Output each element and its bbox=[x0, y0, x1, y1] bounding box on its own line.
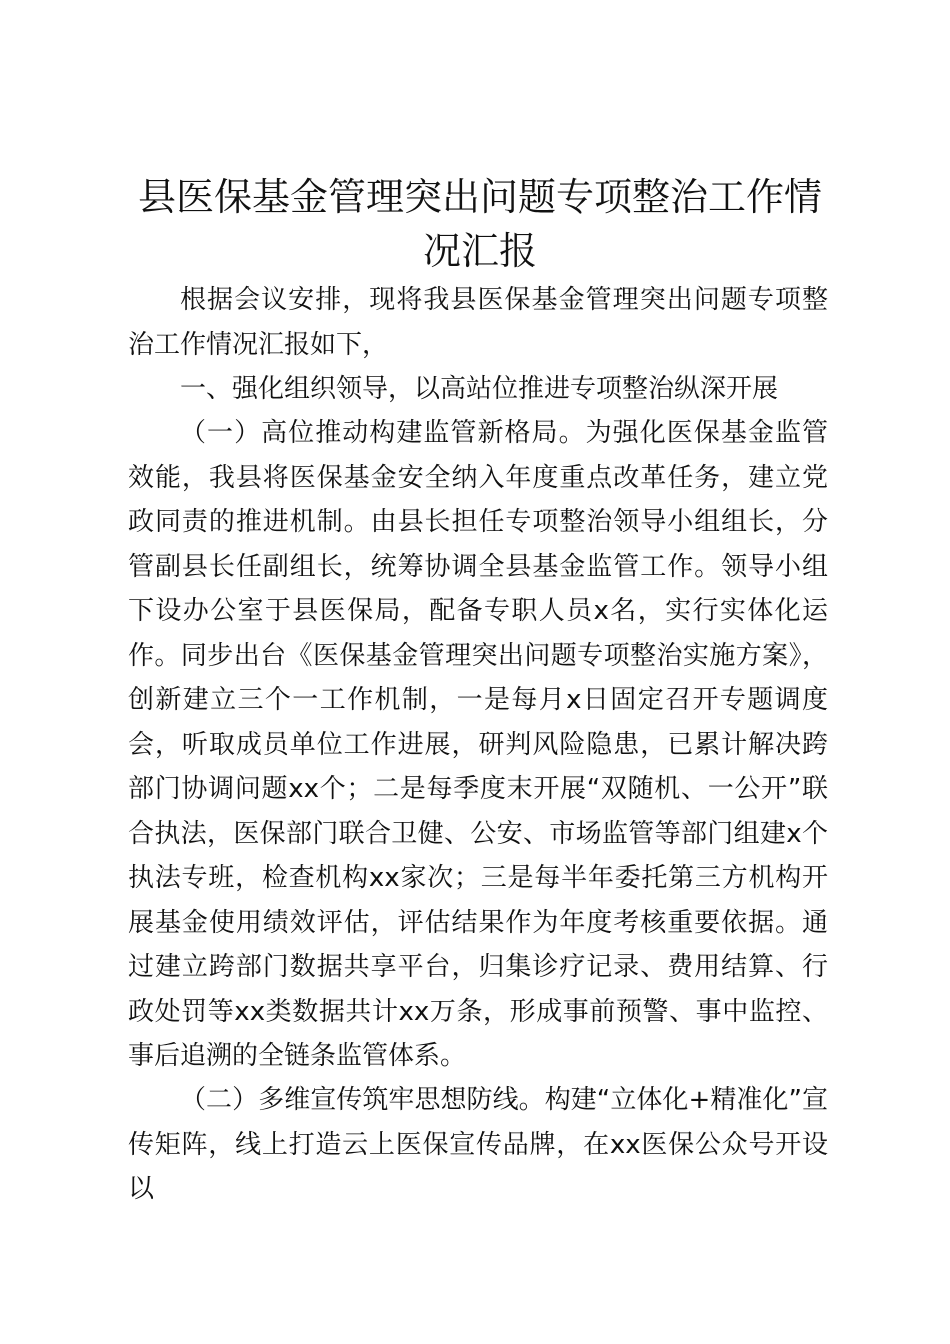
document-title: 县医保基金管理突出问题专项整治工作情况汇报 bbox=[137, 175, 822, 273]
section-2-paragraph: （二）多维宣传筑牢思想防线。构建“立体化+精准化”宣传矩阵，线上打造云上医保宣传品牌，在xx医保公众号开设以 bbox=[128, 1085, 828, 1204]
section-heading-1: 一、强化组织领导，以高站位推进专项整治纵深开展 bbox=[180, 374, 779, 404]
section-1-paragraph: （一）高位推动构建监管新格局。为强化医保基金监管效能，我县将医保基金安全纳入年度重点改革任务，建立党政同责的推进机制。由县长担任专项整治领导小组组长，分管副县长任副组长，统筹协调全县基金监管工作。领导小组下设办公室于县医保局，配备专职人员x名，实行实体化运作。同步出台《医保基金管理突出问题专项整治实施方案》，创新建立三个一工作机制，一是每月x日固定召开专题调度会，听取成员单位工作进展，研判风险隐患，已累计解决跨部门协调问题xx个；二是每季度末开展“双随机、一公开”联合执法，医保部门联合卫健、公安、市场监管等部门组建x个执法专班，检查机构xx家次；三是每半年委托第三方机构开展基金使用绩效评估，评估结果作为年度考核重要依据。通过建立跨部门数据共享平台，归集诊疗记录、费用结算、行政处罚等xx类数据共计xx万条，形成事前预警、事中监控、事后追溯的全链条监管体系。 bbox=[128, 418, 828, 1071]
intro-paragraph: 根据会议安排，现将我县医保基金管理突出问题专项整治工作情况汇报如下， bbox=[128, 285, 828, 360]
